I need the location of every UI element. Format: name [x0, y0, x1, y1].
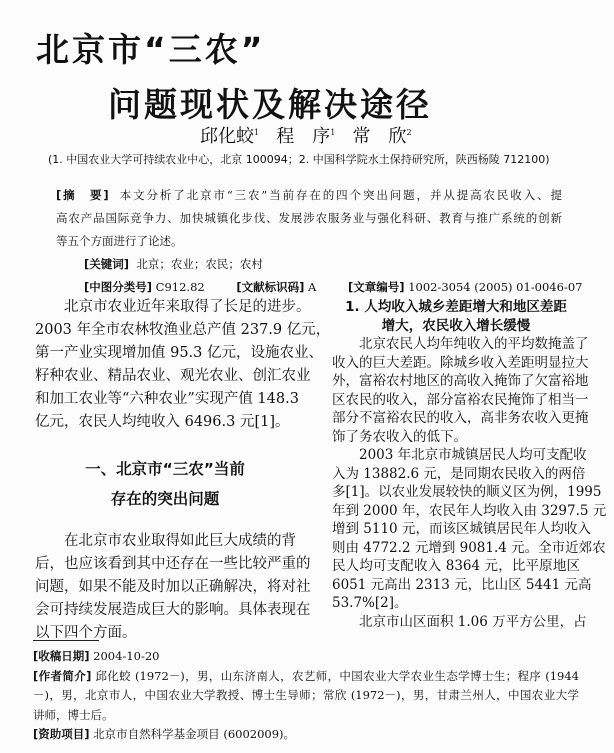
text-line: 6051 元高出 2313 元，比山区 5441 元高	[332, 576, 592, 593]
text-line: 后，也应该看到其中还存在一些比较严重的	[35, 556, 311, 572]
author: 常 欣	[352, 126, 407, 147]
footnote-divider	[33, 640, 99, 641]
text-line: 北京市农业近年来取得了长足的进步。	[64, 299, 311, 315]
text-line: 部分不富裕农民的收入，高非务农收入更掩	[332, 410, 589, 426]
text-line: 53.7%[2]。	[332, 595, 408, 611]
text-line: 亿元，农民人均纯收入 6496.3 元[1]。	[35, 414, 290, 430]
subsection-heading	[332, 298, 580, 335]
text-line: 外，富裕农村地区的高收入掩饰了欠富裕地	[332, 373, 589, 389]
text-line: 入为 13882.6 元，是同期农民收入的两倍	[332, 465, 586, 482]
author-sup: 1	[254, 128, 260, 137]
section-heading	[35, 454, 295, 514]
paragraph	[332, 613, 587, 632]
left-column	[35, 296, 331, 645]
text-line: 则由 4772.2 元增到 9081.4 元。全市近郊农	[332, 539, 606, 556]
abstract: [摘 要] 本文分析了北京市“三农”当前存在的四个突出问题，并从提高农民收入、提 高农产品国际竞争力、加快城镇化步伐、发展涉农服务业与强化科研、教育与推广系统的创新 等五个方面进行了论述。	[56, 188, 562, 248]
author-sup: 1	[330, 128, 336, 137]
text-line: 2003 年北京市城镇居民人均可支配收	[359, 447, 587, 463]
author: 程 序	[276, 126, 331, 147]
title-line-2: 问题现状及解决途径	[108, 85, 432, 124]
keywords: [关键词] 北京；农业；农民；农村	[84, 257, 263, 271]
text-line: 问题，如果不能及时加以正确解决，将对社	[35, 579, 311, 595]
funding-line: [资助项目] 北京市自然科学基金项目 (6002009)。	[33, 727, 296, 741]
text-line: 增大，农民收入增长缓慢	[381, 317, 531, 334]
text-line: 在北京市农业取得如此巨大成绩的背	[64, 533, 296, 549]
text-line: 以下四个方面。	[35, 625, 137, 641]
author: 邱化蛟	[200, 126, 254, 147]
text-line: 区农民的收入，部分富裕农民掩饰了相当一	[332, 391, 589, 408]
author-sup: 2	[406, 128, 412, 137]
text-line: 2003 年全市农林牧渔业总产值 237.9 亿元，	[35, 322, 331, 338]
text-line: 籽种农业、精品农业、观光农业、创汇农业	[35, 368, 311, 384]
affiliation: (1. 中国农业大学可持续农业中心，北京 100094；2. 中国科学院水土保持研究所，陕西杨陵 712100)	[48, 153, 550, 166]
text-line: 民人均可支配收入 8364 元，比平原地区	[332, 558, 580, 574]
text-line: 存在的突出问题	[110, 490, 220, 508]
right-column	[332, 298, 607, 631]
paragraph	[332, 335, 589, 446]
text-line: 1. 人均收入城乡差距增大和地区差距	[345, 299, 567, 315]
paragraph	[332, 446, 607, 613]
text-line: 北京市山区面积 1.06 万平方公里，占	[359, 613, 587, 630]
title-line-1: 北京市“三农”	[36, 30, 266, 69]
text-line: 收入的巨大差距。除城乡收入差距明显拉大	[332, 354, 589, 371]
section-paragraph	[35, 530, 311, 645]
text-line: 多[1]。以农业发展较快的顺义区为例，1995	[332, 484, 602, 500]
text-line: 第一产业实现增加值 95.3 亿元，设施农业、	[35, 345, 324, 361]
text-line: 会可持续发展造成巨大的影响。具体表现在	[35, 602, 311, 618]
text-line: 和加工农业等“六种农业”实现产值 148.3	[35, 391, 299, 407]
classification: [中图分类号] C912.82 [文献标识码] A [文章编号] 1002-3054 (2005) 01-0046-07	[84, 280, 583, 294]
text-line: 饰了务农收入的低下。	[332, 428, 467, 445]
text-line: 一、北京市“三农”当前	[85, 460, 245, 478]
authors	[200, 122, 412, 148]
text-line: 年到 2000 年，农民年人均收入由 3297.5 元	[332, 502, 607, 519]
footnotes: [收稿日期] 2004-10-20 [作者简介] 邱化蛟 (1972－)，男，山东济南人，农艺师，中国农业大学农业生态学博士生；程序 (1944 －)，男，北京市人，中国农业大学教授、博士生导师；常欣 (1972－)，男，甘肃兰州人，中国农业大学 讲师，博士后。 [资助项目] 北京市自然科学基金项目 (6002009)。	[33, 647, 579, 745]
abstract-label: [摘 要]	[56, 188, 109, 202]
text-line: 增到 5110 元，而该区城镇居民年人均收入	[332, 521, 591, 537]
text-line: 北京农民人均年纯收入的平均数掩盖了	[359, 336, 589, 352]
intro-paragraph	[35, 296, 331, 434]
